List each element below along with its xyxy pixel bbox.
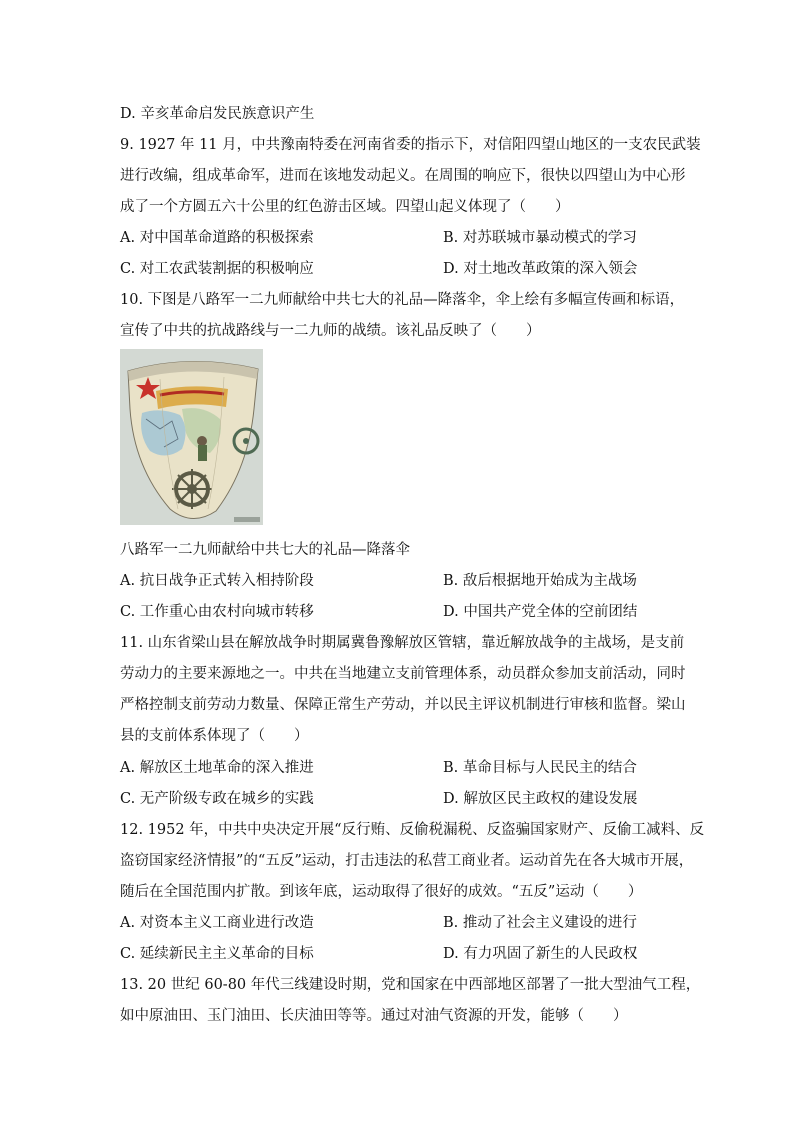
q8-option-d: D. 辛亥革命启发民族意识产生 xyxy=(120,106,315,122)
q10-option-d[interactable]: D. 中国共产党全体的空前团结 xyxy=(443,604,638,620)
q10-figure-caption: 八路军一二九师献给中共七大的礼品—降落伞 xyxy=(120,542,410,558)
q12-stem-line-3: 随后在全国范围内扩散。到该年底，运动取得了很好的成效。“五反”运动（ ） xyxy=(120,884,643,900)
q10-option-b[interactable]: B. 敌后根据地开始成为主战场 xyxy=(443,573,637,589)
q12-stem-line-2: 盗窃国家经济情报”的“五反”运动，打击违法的私营工商业者。运动首先在各大城市开展， xyxy=(120,853,694,869)
q9-option-b[interactable]: B. 对苏联城市暴动模式的学习 xyxy=(443,230,637,246)
q13-stem-line-2: 如中原油田、玉门油田、长庆油田等等。通过对油气资源的开发，能够（ ） xyxy=(120,1008,628,1024)
q11-option-c[interactable]: C. 无产阶级专政在城乡的实践 xyxy=(120,791,314,807)
q11-stem-line-1: 11. 山东省梁山县在解放战争时期属冀鲁豫解放区管辖，靠近解放战争的主战场，是支前 xyxy=(120,635,685,651)
q10-option-a[interactable]: A. 抗日战争正式转入相持阶段 xyxy=(120,573,314,589)
q12-option-d[interactable]: D. 有力巩固了新生的人民政权 xyxy=(443,946,638,962)
q9-option-a[interactable]: A. 对中国革命道路的积极探索 xyxy=(120,230,314,246)
q9-option-d[interactable]: D. 对土地改革政策的深入领会 xyxy=(443,261,638,277)
q13-stem-line-1: 13. 20 世纪 60-80 年代三线建设时期，党和国家在中西部地区部署了一批大型油气工程， xyxy=(120,977,701,993)
q12-option-b[interactable]: B. 推动了社会主义建设的进行 xyxy=(443,915,637,931)
q9-option-c[interactable]: C. 对工农武装割据的积极响应 xyxy=(120,261,314,277)
q12-option-c[interactable]: C. 延续新民主主义革命的目标 xyxy=(120,946,314,962)
q10-stem-line-2: 宣传了中共的抗战路线与一二九师的战绩。该礼品反映了（ ） xyxy=(120,323,541,339)
q11-stem-line-2: 劳动力的主要来源地之一。中共在当地建立支前管理体系，动员群众参加支前活动，同时 xyxy=(120,666,686,682)
q9-stem-line-1: 9. 1927 年 11 月，中共豫南特委在河南省委的指示下，对信阳四望山地区的一支农民武装 xyxy=(120,137,701,153)
q9-stem-line-3: 成了一个方圆五六十公里的红色游击区域。四望山起义体现了（ ） xyxy=(120,199,570,215)
q10-stem-line-1: 10. 下图是八路军一二九师献给中共七大的礼品—降落伞，伞上绘有多幅宣传画和标语， xyxy=(120,292,685,308)
q10-option-c[interactable]: C. 工作重心由农村向城市转移 xyxy=(120,604,314,620)
q12-stem-line-1: 12. 1952 年，中共中央决定开展“反行贿、反偷税漏税、反盗骗国家财产、反偷工减料、反 xyxy=(120,822,705,838)
q11-stem-line-3: 严格控制支前劳动力数量、保障正常生产劳动，并以民主评议机制进行审核和监督。梁山 xyxy=(120,697,686,713)
q11-option-b[interactable]: B. 革命目标与人民民主的结合 xyxy=(443,760,637,776)
q11-option-a[interactable]: A. 解放区土地革命的深入推进 xyxy=(120,760,314,776)
q11-option-d[interactable]: D. 解放区民主政权的建设发展 xyxy=(443,791,638,807)
q9-stem-line-2: 进行改编，组成革命军，进而在该地发动起义。在周围的响应下，很快以四望山为中心形 xyxy=(120,168,686,184)
q11-stem-line-4: 县的支前体系体现了（ ） xyxy=(120,728,309,744)
q12-option-a[interactable]: A. 对资本主义工商业进行改造 xyxy=(120,915,314,931)
parachute-illustration xyxy=(120,349,263,525)
parachute-photo xyxy=(120,349,263,525)
